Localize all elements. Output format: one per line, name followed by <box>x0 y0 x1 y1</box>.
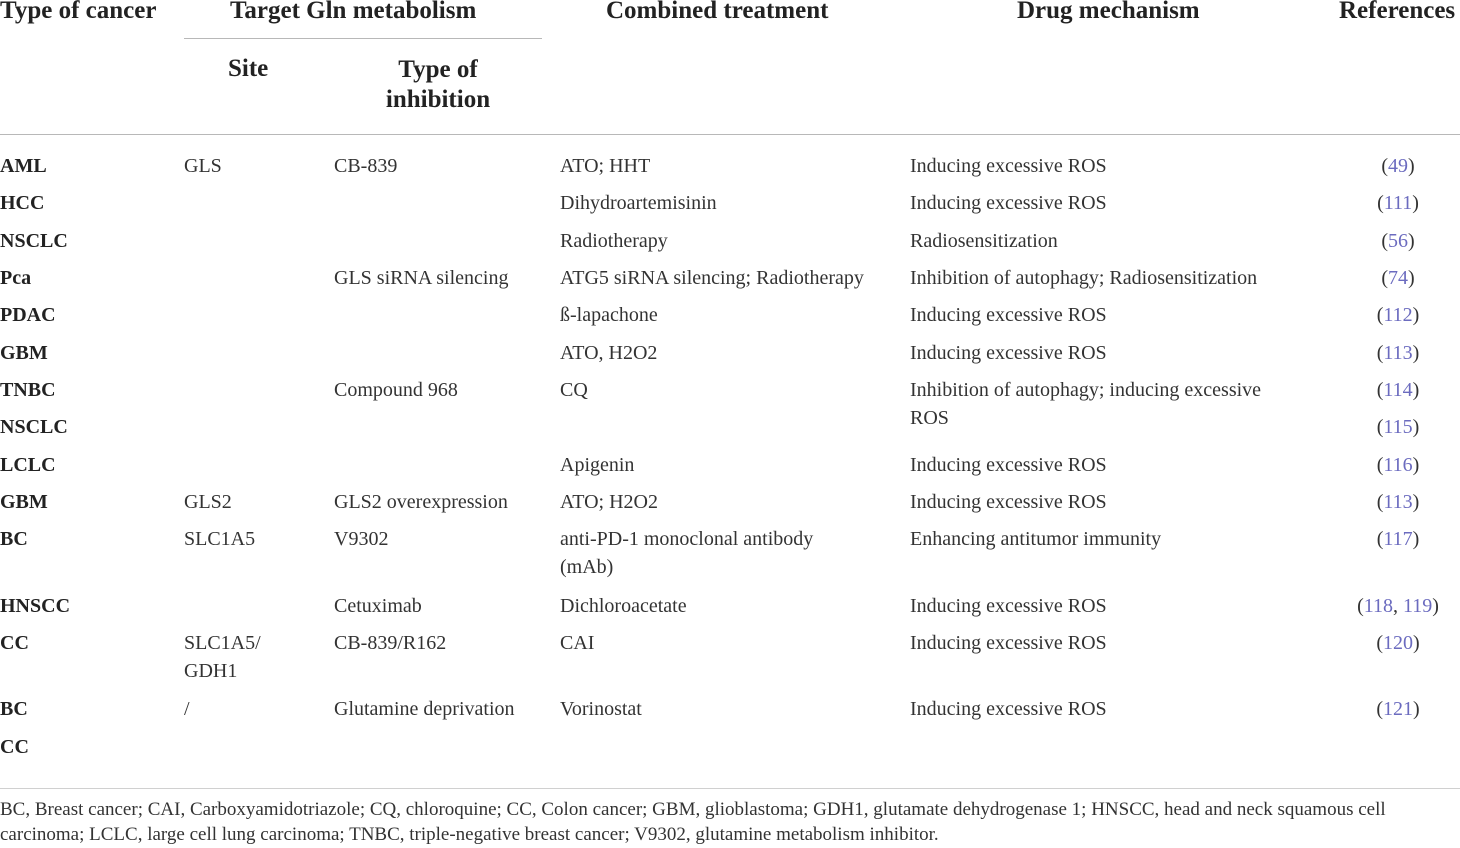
treatment-cell: Radiotherapy <box>560 230 668 252</box>
header-site: Site <box>228 55 269 82</box>
header-references: References <box>1339 0 1456 24</box>
inhibition-cell: Glutamine deprivation <box>334 698 515 720</box>
mechanism-cell: Radiosensitization <box>910 230 1058 252</box>
cancer-type-cell: TNBC <box>0 379 56 401</box>
inhibition-cell: V9302 <box>334 528 389 550</box>
reference-cell: (117) <box>1376 528 1420 550</box>
reference-link[interactable]: 74 <box>1388 267 1408 289</box>
site-cell: GLS2 <box>184 491 232 513</box>
reference-link[interactable]: 113 <box>1383 342 1413 364</box>
cancer-type-cell: NSCLC <box>0 230 68 252</box>
header-group-divider <box>184 38 542 39</box>
inhibition-cell: CB-839 <box>334 155 398 177</box>
cancer-type-cell: CC <box>0 736 29 758</box>
treatment-cell: Dichloroacetate <box>560 595 687 617</box>
inhibition-cell: Compound 968 <box>334 379 458 401</box>
reference-cell: (111) <box>1377 192 1419 214</box>
inhibition-cell: GLS siRNA silencing <box>334 267 509 289</box>
mechanism-cell: Inducing excessive ROS <box>910 192 1107 214</box>
reference-cell: (56) <box>1381 230 1415 252</box>
treatment-cell: CQ <box>560 379 588 401</box>
reference-link[interactable]: 113 <box>1383 491 1413 513</box>
header-type-of-inhibition: Type of inhibition <box>385 56 491 113</box>
cancer-type-cell: BC <box>0 698 28 720</box>
inhibition-cell: Cetuximab <box>334 595 422 617</box>
treatment-cell: Vorinostat <box>560 698 642 720</box>
cancer-type-cell: PDAC <box>0 304 56 326</box>
reference-link[interactable]: 116 <box>1383 454 1413 476</box>
table-bottom-rule <box>0 788 1460 789</box>
mechanism-cell: Inhibition of autophagy; inducing excessive ROS <box>910 379 1262 429</box>
reference-link[interactable]: 56 <box>1388 230 1408 252</box>
reference-link[interactable]: 120 <box>1383 632 1413 654</box>
header-bottom-rule <box>0 134 1460 135</box>
cancer-type-cell: LCLC <box>0 454 56 476</box>
reference-link[interactable]: 114 <box>1383 379 1413 401</box>
treatment-cell: ATO; H2O2 <box>560 491 658 513</box>
mechanism-cell: Enhancing antitumor immunity <box>910 528 1162 550</box>
reference-link[interactable]: 112 <box>1383 304 1413 326</box>
mechanism-cell: Inducing excessive ROS <box>910 632 1107 654</box>
cancer-type-cell: Pca <box>0 267 32 289</box>
mechanism-cell: Inducing excessive ROS <box>910 454 1107 476</box>
reference-link[interactable]: 115 <box>1383 416 1413 438</box>
inhibition-cell: GLS2 overexpression <box>334 491 508 513</box>
treatment-cell: ß-lapachone <box>560 304 658 326</box>
treatment-cell: ATO; HHT <box>560 155 651 177</box>
cancer-type-cell: GBM <box>0 342 48 364</box>
reference-cell: (49) <box>1381 155 1415 177</box>
reference-link[interactable]: 121 <box>1383 698 1413 720</box>
reference-link[interactable]: 118 <box>1363 595 1393 617</box>
reference-link[interactable]: 117 <box>1383 528 1413 550</box>
cancer-type-cell: NSCLC <box>0 416 68 438</box>
treatment-cell: anti-PD-1 monoclonal antibody (mAb) <box>560 528 814 578</box>
mechanism-cell: Inducing excessive ROS <box>910 491 1107 513</box>
treatment-cell: CAI <box>560 632 595 654</box>
site-cell: GLS <box>184 155 222 177</box>
site-cell: SLC1A5/ GDH1 <box>184 632 261 682</box>
reference-cell: (74) <box>1381 267 1415 289</box>
cancer-type-cell: HNSCC <box>0 595 71 617</box>
reference-cell: (112) <box>1376 304 1420 326</box>
table-footnote: BC, Breast cancer; CAI, Carboxyamidotriazole; CQ, chloroquine; CC, Colon cancer; GBM, glioblastoma; GDH1, glutamate dehydrogenase 1; HNSCC, head and neck squamous cell carcinoma; LCLC, large cell lung carcinoma; TNBC, triple-negative breast cancer; V9302, glutamine metabolism inhibitor. <box>0 799 1386 845</box>
header-type-of-cancer: Type of cancer <box>0 0 157 24</box>
cancer-type-cell: CC <box>0 632 29 654</box>
reference-cell: (116) <box>1376 454 1420 476</box>
header-combined-treatment: Combined treatment <box>606 0 829 24</box>
reference-cell: (114) <box>1376 379 1420 401</box>
mechanism-cell: Inhibition of autophagy; Radiosensitization <box>910 267 1258 289</box>
reference-cell: (118, 119) <box>1357 595 1439 617</box>
inhibition-cell: CB-839/R162 <box>334 632 447 654</box>
mechanism-cell: Inducing excessive ROS <box>910 595 1107 617</box>
cancer-type-cell: AML <box>0 155 47 177</box>
reference-link[interactable]: 111 <box>1383 192 1413 214</box>
cancer-type-cell: HCC <box>0 192 45 214</box>
mechanism-cell: Inducing excessive ROS <box>910 304 1107 326</box>
reference-link[interactable]: 119 <box>1403 595 1433 617</box>
cancer-type-cell: GBM <box>0 491 48 513</box>
reference-cell: (113) <box>1376 342 1420 364</box>
treatment-cell: ATO, H2O2 <box>560 342 658 364</box>
reference-cell: (115) <box>1376 416 1420 438</box>
reference-cell: (120) <box>1376 632 1420 654</box>
reference-cell: (121) <box>1376 698 1420 720</box>
header-target-gln-metabolism: Target Gln metabolism <box>230 0 477 24</box>
mechanism-cell: Inducing excessive ROS <box>910 155 1107 177</box>
reference-cell: (113) <box>1376 491 1420 513</box>
reference-link[interactable]: 49 <box>1388 155 1408 177</box>
mechanism-cell: Inducing excessive ROS <box>910 342 1107 364</box>
treatment-cell: Apigenin <box>560 454 635 476</box>
site-cell: / <box>184 698 190 720</box>
mechanism-cell: Inducing excessive ROS <box>910 698 1107 720</box>
site-cell: SLC1A5 <box>184 528 256 550</box>
treatment-cell: ATG5 siRNA silencing; Radiotherapy <box>560 267 864 289</box>
treatment-cell: Dihydroartemisinin <box>560 192 717 214</box>
header-drug-mechanism: Drug mechanism <box>1017 0 1200 24</box>
cancer-type-cell: BC <box>0 528 28 550</box>
